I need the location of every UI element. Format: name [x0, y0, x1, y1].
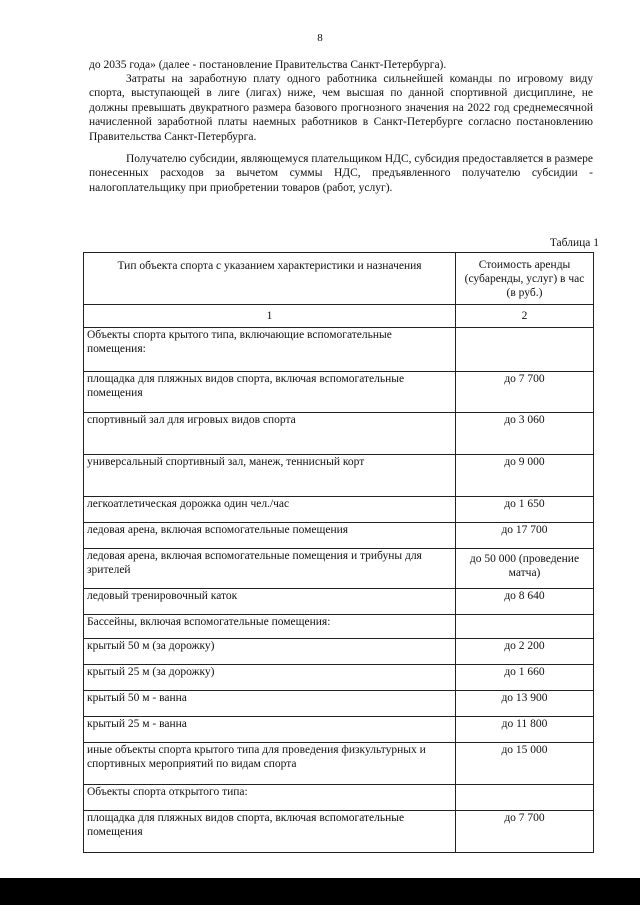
row-name: Объекты спорта крытого типа, включающие вспомогательные помещения: — [84, 328, 456, 372]
table-row — [84, 372, 594, 413]
row-value: до 17 700 — [456, 523, 594, 549]
table-row — [84, 811, 594, 853]
table-row — [84, 717, 594, 743]
row-value: до 15 000 — [456, 743, 594, 785]
paragraph-2: Затраты на заработную плату одного работника сильнейшей команды по игровому виду спорта, выступающей в лиге (лигах) ниже, чем высшая по данной спортивной дисциплине, не должны превышать двукратного размера базового прогнозного значения на 2022 год среднемесячной начисленной заработной платы наемных работников в Санкт-Петербурге согласно постановлению Правительства Санкт-Петербурга. — [89, 73, 593, 143]
paragraph-3: Получателю субсидии, являющемуся плательщиком НДС, субсидия предоставляется в размере понесенных расходов за вычетом суммы НДС, предъявленного получателю субсидии - налогоплательщику при приобретении товаров (работ, услуг). — [89, 153, 593, 194]
row-value: до 7 700 — [456, 811, 594, 853]
table-row — [84, 455, 594, 497]
row-name: универсальный спортивный зал, манеж, теннисный корт — [84, 455, 456, 497]
column-number-1: 1 — [84, 305, 456, 328]
row-name: площадка для пляжных видов спорта, включая вспомогательные помещения — [84, 372, 456, 413]
row-value — [456, 785, 594, 811]
row-name: легкоатлетическая дорожка один чел./час — [84, 497, 456, 523]
row-name: Объекты спорта открытого типа: — [84, 785, 456, 811]
row-value: до 50 000 (проведение матча) — [456, 549, 594, 589]
row-value: до 8 640 — [456, 589, 594, 615]
rental-cost-table — [83, 252, 594, 853]
row-value: до 7 700 — [456, 372, 594, 413]
row-name: крытый 25 м - ванна — [84, 717, 456, 743]
paragraph-1: до 2035 года» (далее - постановление Правительства Санкт-Петербурга). — [89, 59, 447, 71]
row-value: до 3 060 — [456, 413, 594, 455]
row-name: иные объекты спорта крытого типа для проведения физкультурных и спортивных мероприятий по видам спорта — [84, 743, 456, 785]
table-row — [84, 328, 594, 372]
row-value: до 1 660 — [456, 665, 594, 691]
header-object-type: Тип объекта спорта с указанием характеристики и назначения — [84, 253, 456, 305]
scan-bottom-border — [0, 878, 640, 905]
table-row — [84, 523, 594, 549]
row-name: площадка для пляжных видов спорта, включая вспомогательные помещения — [84, 811, 456, 853]
table-row — [84, 785, 594, 811]
row-value: до 2 200 — [456, 639, 594, 665]
row-value: до 9 000 — [456, 455, 594, 497]
column-number-2: 2 — [456, 305, 594, 328]
row-name: крытый 50 м - ванна — [84, 691, 456, 717]
row-name: ледовый тренировочный каток — [84, 589, 456, 615]
row-name: ледовая арена, включая вспомогательные помещения и трибуны для зрителей — [84, 549, 456, 589]
row-value — [456, 615, 594, 639]
row-name: Бассейны, включая вспомогательные помещения: — [84, 615, 456, 639]
table-header-row — [84, 253, 594, 305]
table-row — [84, 665, 594, 691]
table-row — [84, 639, 594, 665]
column-number-row — [84, 305, 594, 328]
table-row — [84, 691, 594, 717]
table-row — [84, 413, 594, 455]
row-name: крытый 50 м (за дорожку) — [84, 639, 456, 665]
table-row — [84, 589, 594, 615]
row-value: до 1 650 — [456, 497, 594, 523]
row-value: до 13 900 — [456, 691, 594, 717]
row-name: спортивный зал для игровых видов спорта — [84, 413, 456, 455]
table-row — [84, 497, 594, 523]
row-name: ледовая арена, включая вспомогательные помещения — [84, 523, 456, 549]
row-value — [456, 328, 594, 372]
table-row — [84, 743, 594, 785]
row-name: крытый 25 м (за дорожку) — [84, 665, 456, 691]
header-rental-cost: Стоимость аренды (субаренды, услуг) в час (в руб.) — [456, 253, 594, 305]
table-row — [84, 549, 594, 589]
page-number: 8 — [317, 32, 323, 44]
table-row — [84, 615, 594, 639]
row-value: до 11 800 — [456, 717, 594, 743]
table-caption: Таблица 1 — [549, 237, 599, 249]
